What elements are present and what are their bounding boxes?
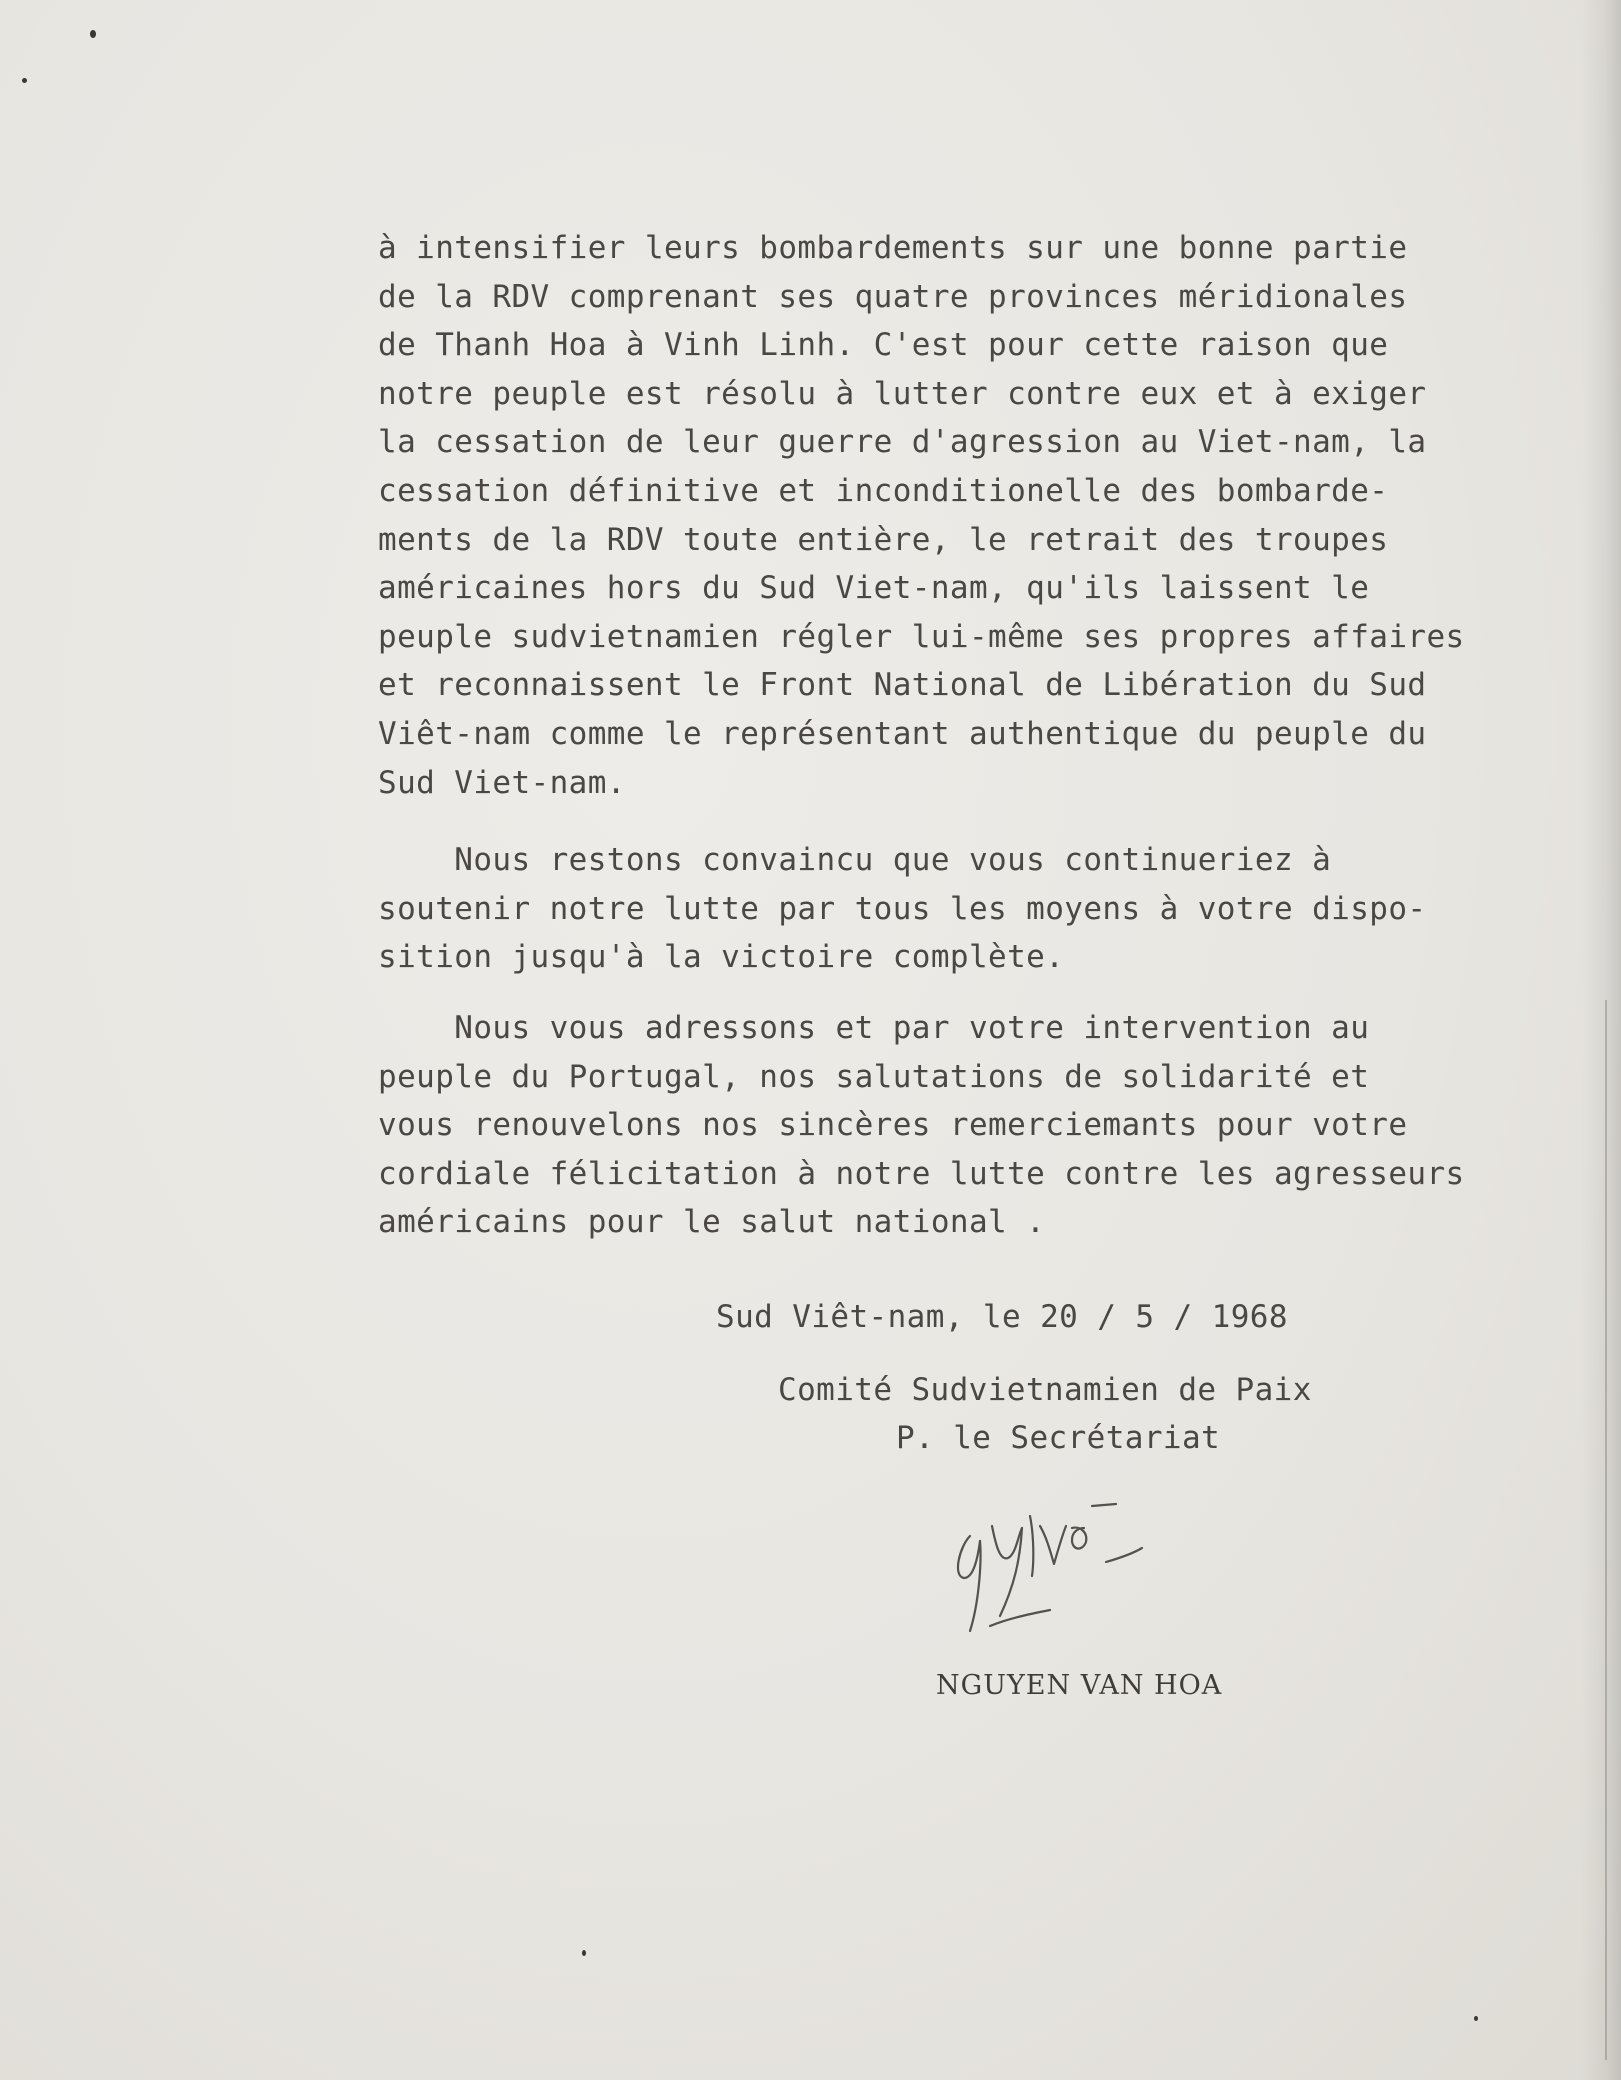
page-edge-shadow — [1581, 0, 1621, 2080]
ink-speck — [1474, 2016, 1478, 2021]
page-edge-line — [1605, 1000, 1607, 2060]
ink-speck — [22, 78, 27, 83]
role-line: P. le Secrétariat — [896, 1420, 1221, 1456]
ink-speck — [90, 30, 96, 38]
letter-paragraph: Nous vous adressons et par votre intervention au peuple du Portugal, nos salutations de solidarité et vous renouvelons nos sincères remerciemants pour votre cordiale félicitation à notre lutte contre les agresseurs américains pour le salut national . — [378, 1010, 1465, 1241]
ink-speck — [582, 1950, 586, 1956]
letter-paragraph: à intensifier leurs bombardements sur une bonne partie de la RDV comprenant ses quatre provinces méridionales de Thanh Hoa à Vinh Linh. C'est pour cette raison que notre peuple est résolu à lutter contre eux et à exiger la cessation de leur guerre d'agression au Viet-nam, la cessation définitive et inconditionelle des bombarde- ments de la RDV toute entière, le retrait des troupes américaines hors du Sud Viet-nam, qu'ils laissent le peuple sudvietnamien régler lui-même ses propres affaires et reconnaissent le Front National de Libération du Sud Viêt-nam comme le représentant authentique du peuple du Sud Viet-nam. — [378, 230, 1465, 801]
organization-line: Comité Sudvietnamien de Paix — [778, 1372, 1312, 1408]
letter-paragraph: Nous restons convaincu que vous continueriez à soutenir notre lutte par tous les moyens à votre dispo- sition jusqu'à la victoire complète. — [378, 842, 1427, 976]
handwritten-signature — [930, 1466, 1210, 1646]
signatory-name: NGUYEN VAN HOA — [936, 1670, 1223, 1701]
date-line: Sud Viêt-nam, le 20 / 5 / 1968 — [716, 1299, 1288, 1335]
